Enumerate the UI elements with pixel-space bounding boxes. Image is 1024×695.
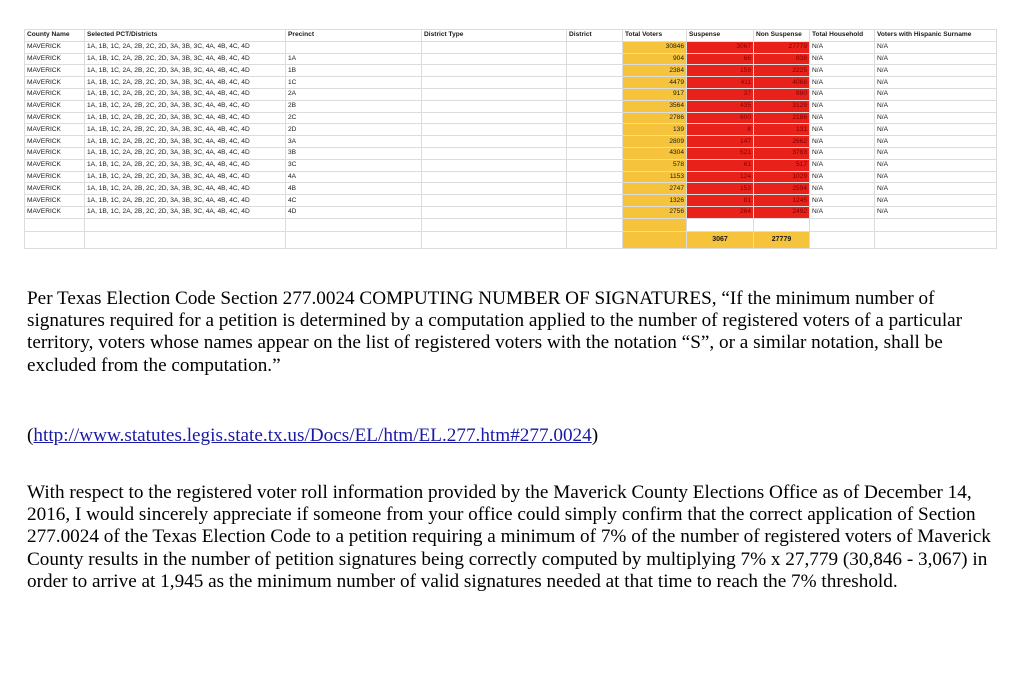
cell-districts: 1A, 1B, 1C, 2A, 2B, 2C, 2D, 3A, 3B, 3C, 4A, 4B, 4C, 4D: [85, 124, 286, 136]
cell-non-suspense: 3129: [754, 100, 810, 112]
cell-districts: 1A, 1B, 1C, 2A, 2B, 2C, 2D, 3A, 3B, 3C, 4A, 4B, 4C, 4D: [85, 112, 286, 124]
non-suspense-total: 27779: [754, 231, 810, 248]
cell-district-type: [422, 100, 567, 112]
link-open-paren: (: [27, 425, 34, 446]
cell-district: [567, 183, 623, 195]
cell-districts: 1A, 1B, 1C, 2A, 2B, 2C, 2D, 3A, 3B, 3C, 4A, 4B, 4C, 4D: [85, 147, 286, 159]
table-row: [25, 147, 997, 159]
cell-district-type: [422, 183, 567, 195]
cell-district: [567, 206, 623, 218]
cell-district-type: [422, 77, 567, 89]
cell-non-suspense: 1029: [754, 171, 810, 183]
cell-suspense: 153: [687, 183, 754, 195]
table-row: [25, 124, 997, 136]
cell-suspense: 3067: [687, 41, 754, 53]
cell-total-voters: 2786: [623, 112, 687, 124]
cell-precinct: 3C: [286, 159, 422, 171]
cell-county: MAVERICK: [25, 41, 85, 53]
cell-county: MAVERICK: [25, 183, 85, 195]
cell-district: [567, 171, 623, 183]
cell-hispanic-surname: N/A: [875, 183, 997, 195]
cell-districts: 1A, 1B, 1C, 2A, 2B, 2C, 2D, 3A, 3B, 3C, 4A, 4B, 4C, 4D: [85, 77, 286, 89]
cell-county: MAVERICK: [25, 206, 85, 218]
cell-total-household: N/A: [810, 171, 875, 183]
cell-district: [567, 88, 623, 100]
cell-precinct: 3B: [286, 147, 422, 159]
cell-district: [567, 53, 623, 65]
cell-suspense: 521: [687, 147, 754, 159]
cell-county: MAVERICK: [25, 136, 85, 148]
cell-total-household: N/A: [810, 159, 875, 171]
cell-suspense: 264: [687, 206, 754, 218]
cell-county: MAVERICK: [25, 77, 85, 89]
table-row: [25, 171, 997, 183]
cell-county: MAVERICK: [25, 65, 85, 77]
cell-district: [567, 112, 623, 124]
col-header-precinct: Precinct: [286, 30, 422, 42]
cell-non-suspense: 517: [754, 159, 810, 171]
cell-total-voters: 917: [623, 88, 687, 100]
cell-hispanic-surname: N/A: [875, 147, 997, 159]
cell-suspense: 159: [687, 65, 754, 77]
col-header-district: District: [567, 30, 623, 42]
cell-precinct: 4C: [286, 195, 422, 207]
cell-hispanic-surname: N/A: [875, 65, 997, 77]
cell-hispanic-surname: N/A: [875, 206, 997, 218]
cell-suspense: 600: [687, 112, 754, 124]
table-row: [25, 100, 997, 112]
cell-hispanic-surname: N/A: [875, 159, 997, 171]
cell-total-household: N/A: [810, 88, 875, 100]
cell-total-household: N/A: [810, 136, 875, 148]
cell-total-household: N/A: [810, 77, 875, 89]
col-header-county: County Name: [25, 30, 85, 42]
cell-total-household: N/A: [810, 100, 875, 112]
cell-district-type: [422, 124, 567, 136]
suspense-total: 3067: [687, 231, 754, 248]
cell-total-household: N/A: [810, 206, 875, 218]
spacer-row: [25, 218, 997, 231]
cell-total-voters: 2756: [623, 206, 687, 218]
cell-precinct: 4A: [286, 171, 422, 183]
cell-non-suspense: 2492: [754, 206, 810, 218]
cell-hispanic-surname: N/A: [875, 100, 997, 112]
cell-suspense: 411: [687, 77, 754, 89]
cell-hispanic-surname: N/A: [875, 112, 997, 124]
cell-districts: 1A, 1B, 1C, 2A, 2B, 2C, 2D, 3A, 3B, 3C, 4A, 4B, 4C, 4D: [85, 53, 286, 65]
cell-district-type: [422, 195, 567, 207]
cell-precinct: 2D: [286, 124, 422, 136]
cell-hispanic-surname: N/A: [875, 124, 997, 136]
cell-total-household: N/A: [810, 112, 875, 124]
totals-row: [25, 231, 997, 248]
table-row: [25, 77, 997, 89]
table-row: [25, 183, 997, 195]
cell-precinct: 2C: [286, 112, 422, 124]
cell-district: [567, 147, 623, 159]
cell-county: MAVERICK: [25, 159, 85, 171]
cell-non-suspense: 27779: [754, 41, 810, 53]
cell-hispanic-surname: N/A: [875, 77, 997, 89]
col-header-district-type: District Type: [422, 30, 567, 42]
cell-precinct: 3A: [286, 136, 422, 148]
statute-link-line: [27, 425, 1007, 447]
cell-total-household: N/A: [810, 195, 875, 207]
cell-district-type: [422, 88, 567, 100]
table-row: [25, 206, 997, 218]
cell-county: MAVERICK: [25, 100, 85, 112]
cell-total-voters: 4479: [623, 77, 687, 89]
cell-district: [567, 41, 623, 53]
link-close-paren: ): [591, 425, 599, 446]
header-row: [25, 30, 997, 42]
cell-non-suspense: 880: [754, 88, 810, 100]
cell-suspense: 37: [687, 88, 754, 100]
cell-districts: 1A, 1B, 1C, 2A, 2B, 2C, 2D, 3A, 3B, 3C, 4A, 4B, 4C, 4D: [85, 100, 286, 112]
cell-districts: 1A, 1B, 1C, 2A, 2B, 2C, 2D, 3A, 3B, 3C, 4A, 4B, 4C, 4D: [85, 88, 286, 100]
cell-precinct: 2A: [286, 88, 422, 100]
table-row: [25, 159, 997, 171]
cell-total-voters: 4304: [623, 147, 687, 159]
cell-districts: 1A, 1B, 1C, 2A, 2B, 2C, 2D, 3A, 3B, 3C, 4A, 4B, 4C, 4D: [85, 195, 286, 207]
cell-district: [567, 136, 623, 148]
cell-total-household: N/A: [810, 53, 875, 65]
cell-district-type: [422, 159, 567, 171]
cell-district: [567, 77, 623, 89]
cell-precinct: 2B: [286, 100, 422, 112]
cell-districts: 1A, 1B, 1C, 2A, 2B, 2C, 2D, 3A, 3B, 3C, 4A, 4B, 4C, 4D: [85, 206, 286, 218]
cell-district-type: [422, 41, 567, 53]
cell-non-suspense: 2186: [754, 112, 810, 124]
cell-suspense: 147: [687, 136, 754, 148]
cell-district: [567, 195, 623, 207]
cell-total-voters: 1153: [623, 171, 687, 183]
cell-precinct: 4B: [286, 183, 422, 195]
cell-county: MAVERICK: [25, 195, 85, 207]
col-header-non-suspense: Non Suspense: [754, 30, 810, 42]
cell-non-suspense: 838: [754, 53, 810, 65]
cell-county: MAVERICK: [25, 112, 85, 124]
statute-link[interactable]: http://www.statutes.legis.state.tx.us/Docs/EL/htm/EL.277.htm#277.0024: [33, 425, 592, 446]
cell-districts: 1A, 1B, 1C, 2A, 2B, 2C, 2D, 3A, 3B, 3C, 4A, 4B, 4C, 4D: [85, 171, 286, 183]
cell-county: MAVERICK: [25, 171, 85, 183]
cell-district: [567, 124, 623, 136]
cell-district-type: [422, 206, 567, 218]
cell-precinct: 1B: [286, 65, 422, 77]
cell-suspense: 81: [687, 195, 754, 207]
table-row: [25, 112, 997, 124]
cell-district-type: [422, 53, 567, 65]
cell-total-voters: 30846: [623, 41, 687, 53]
cell-districts: 1A, 1B, 1C, 2A, 2B, 2C, 2D, 3A, 3B, 3C, 4A, 4B, 4C, 4D: [85, 136, 286, 148]
cell-precinct: 1C: [286, 77, 422, 89]
cell-total-voters: 2747: [623, 183, 687, 195]
cell-non-suspense: 4068: [754, 77, 810, 89]
cell-district: [567, 100, 623, 112]
cell-district: [567, 159, 623, 171]
col-header-total-household: Total Household: [810, 30, 875, 42]
cell-non-suspense: 2594: [754, 183, 810, 195]
cell-precinct: 4D: [286, 206, 422, 218]
cell-total-voters: 2384: [623, 65, 687, 77]
cell-total-voters: 139: [623, 124, 687, 136]
cell-precinct: [286, 41, 422, 53]
cell-non-suspense: 2662: [754, 136, 810, 148]
cell-hispanic-surname: N/A: [875, 136, 997, 148]
cell-district-type: [422, 112, 567, 124]
table-row: [25, 41, 997, 53]
cell-suspense: 435: [687, 100, 754, 112]
request-paragraph: With respect to the registered voter roll information provided by the Maverick County Elections Office as of December 14, 2016, I would sincerely appreciate if someone from your office could simply confirm that the correct application of Section 277.0024 of the Texas Election Code to a petition requiring a minimum of 7% of the number of registered voters of Maverick County results in the number of petition signatures being correctly computed by multiplying 7% x 27,779 (30,846 - 3,067) in order to arrive at 1,945 as the minimum number of valid signatures needed at that time to reach the 7% threshold.: [27, 482, 991, 592]
cell-county: MAVERICK: [25, 53, 85, 65]
cell-suspense: 124: [687, 171, 754, 183]
cell-total-household: N/A: [810, 41, 875, 53]
cell-total-household: N/A: [810, 124, 875, 136]
cell-total-household: N/A: [810, 65, 875, 77]
cell-total-household: N/A: [810, 183, 875, 195]
col-header-total-voters: Total Voters: [623, 30, 687, 42]
cell-hispanic-surname: N/A: [875, 41, 997, 53]
cell-non-suspense: 1245: [754, 195, 810, 207]
cell-total-household: N/A: [810, 147, 875, 159]
cell-total-voters: 3564: [623, 100, 687, 112]
cell-districts: 1A, 1B, 1C, 2A, 2B, 2C, 2D, 3A, 3B, 3C, 4A, 4B, 4C, 4D: [85, 159, 286, 171]
cell-total-voters: 904: [623, 53, 687, 65]
cell-hispanic-surname: N/A: [875, 53, 997, 65]
col-header-hispanic-surname: Voters with Hispanic Surname: [875, 30, 997, 42]
cell-suspense: 61: [687, 159, 754, 171]
cell-precinct: 1A: [286, 53, 422, 65]
cell-district: [567, 65, 623, 77]
cell-total-voters: 2809: [623, 136, 687, 148]
cell-county: MAVERICK: [25, 124, 85, 136]
cell-hispanic-surname: N/A: [875, 195, 997, 207]
cell-districts: 1A, 1B, 1C, 2A, 2B, 2C, 2D, 3A, 3B, 3C, 4A, 4B, 4C, 4D: [85, 183, 286, 195]
cell-suspense: 66: [687, 53, 754, 65]
table-row: [25, 195, 997, 207]
cell-non-suspense: 2225: [754, 65, 810, 77]
voter-spreadsheet: [24, 29, 997, 249]
cell-hispanic-surname: N/A: [875, 88, 997, 100]
cell-non-suspense: 131: [754, 124, 810, 136]
cell-district-type: [422, 136, 567, 148]
col-header-suspense: Suspense: [687, 30, 754, 42]
table-row: [25, 88, 997, 100]
col-header-districts: Selected PCT/Districts: [85, 30, 286, 42]
table-body: [25, 41, 997, 248]
cell-total-voters: 1326: [623, 195, 687, 207]
cell-district-type: [422, 65, 567, 77]
statute-paragraph: Per Texas Election Code Section 277.0024 COMPUTING NUMBER OF SIGNATURES, “If the minimum number of signatures required for a petition is determined by a computation applied to the number of registered voters of a particular territory, voters whose names appear on the list of registered voters with the notation “S”, or a similar notation, shall be excluded from the computation.”: [27, 288, 963, 376]
cell-district-type: [422, 171, 567, 183]
cell-total-voters: 578: [623, 159, 687, 171]
cell-hispanic-surname: N/A: [875, 171, 997, 183]
cell-districts: 1A, 1B, 1C, 2A, 2B, 2C, 2D, 3A, 3B, 3C, 4A, 4B, 4C, 4D: [85, 65, 286, 77]
table-row: [25, 53, 997, 65]
table-row: [25, 136, 997, 148]
cell-suspense: 8: [687, 124, 754, 136]
cell-district-type: [422, 147, 567, 159]
cell-county: MAVERICK: [25, 88, 85, 100]
cell-districts: 1A, 1B, 1C, 2A, 2B, 2C, 2D, 3A, 3B, 3C, 4A, 4B, 4C, 4D: [85, 41, 286, 53]
table-row: [25, 65, 997, 77]
cell-non-suspense: 3783: [754, 147, 810, 159]
cell-county: MAVERICK: [25, 147, 85, 159]
